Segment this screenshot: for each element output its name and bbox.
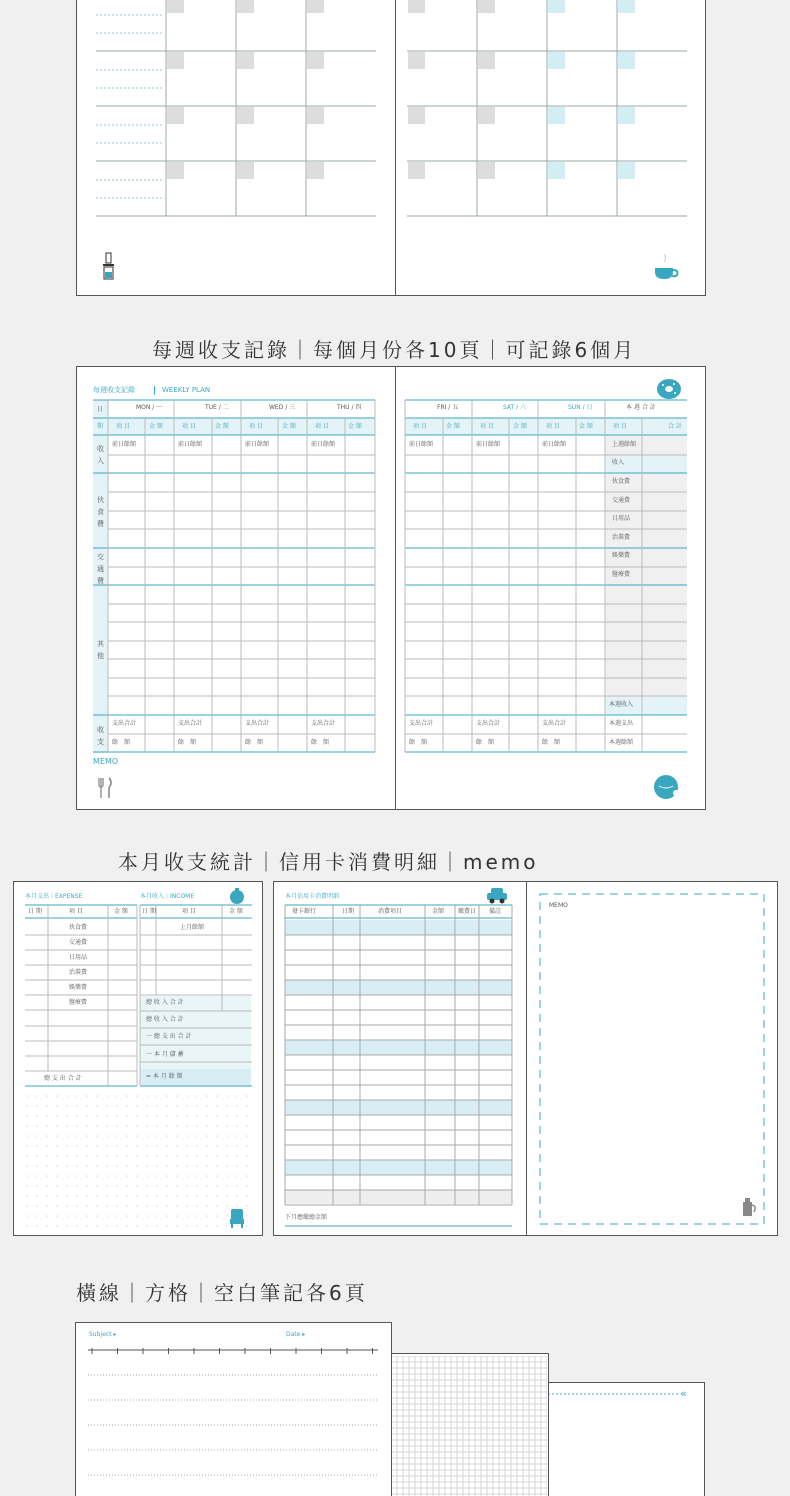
weekly-title: 每週收支記錄 xyxy=(93,386,135,394)
income-item-header: 項 目 xyxy=(182,908,196,915)
balance-label: 餘 額 xyxy=(311,739,330,746)
prev-balance-label: 前日餘額 xyxy=(245,441,270,448)
date-col-label: 日 xyxy=(97,406,104,413)
day-header: THU / 四 xyxy=(337,404,362,411)
spend-total-label: 支出合計 xyxy=(245,720,270,727)
expense-item-header: 項 目 xyxy=(69,908,83,915)
lined-rules xyxy=(88,1346,380,1496)
summary-item: 治裝費 xyxy=(612,534,631,541)
table-row-band xyxy=(285,1040,512,1055)
subject-label: Subject ▸ xyxy=(89,1331,117,1338)
item-col-label: 項 目 xyxy=(480,423,494,430)
income-first-item: 上月餘額 xyxy=(180,924,205,931)
spend-total-label: 支出合計 xyxy=(476,720,501,727)
spend-total-label: 支出合計 xyxy=(178,720,203,727)
chevron-left-icon: « xyxy=(680,1387,687,1400)
row-group-label: 收支 xyxy=(97,726,104,746)
table-row-band xyxy=(285,1190,512,1204)
amount-col-label: 金 額 xyxy=(348,423,362,430)
spend-total-label: 支出合計 xyxy=(409,720,434,727)
amount-col-label: 金 額 xyxy=(513,423,527,430)
date-col-label: 期 xyxy=(97,423,104,430)
balance-label: 餘 額 xyxy=(542,739,561,746)
spend-total-label: 支出合計 xyxy=(112,720,137,727)
amount-col-label: 金 額 xyxy=(446,423,460,430)
expense-date-header: 日 期 xyxy=(28,908,42,915)
prev-balance-label: 前日餘額 xyxy=(409,441,434,448)
balance-label: 餘 額 xyxy=(178,739,197,746)
item-col-label: 項 目 xyxy=(249,423,263,430)
day-header: SUN / 日 xyxy=(568,404,593,411)
expense-item: 醫療費 xyxy=(69,999,88,1006)
day-header: WED / 三 xyxy=(269,404,296,411)
credit-header: 消費項目 xyxy=(378,908,403,915)
credit-footer: 下月應繳總金額 xyxy=(285,1214,328,1221)
item-col-label: 項 目 xyxy=(116,423,130,430)
item-col-label: 項 目 xyxy=(182,423,196,430)
weekly-section-heading: 每週收支記錄｜每個月份各10頁｜可記錄6個月 xyxy=(152,338,637,362)
expense-item: 日用品 xyxy=(69,954,88,961)
memo-label: MEMO xyxy=(549,902,568,909)
prev-balance-label: 前日餘額 xyxy=(178,441,203,448)
day-header: FRI / 五 xyxy=(437,404,459,411)
spend-total-label: 支出合計 xyxy=(542,720,567,727)
income-summary-row: 總 收 入 合 計 xyxy=(146,999,184,1006)
credit-header: 日期 xyxy=(342,908,355,915)
summary-item: 交通費 xyxy=(612,497,631,504)
item-col-label: 項 目 xyxy=(546,423,560,430)
row-group-label: 交通費 xyxy=(97,553,104,585)
income-date-header: 日 期 xyxy=(142,908,156,915)
table-row-band xyxy=(285,920,512,935)
expense-item: 伙食費 xyxy=(69,924,88,931)
prev-balance-label: 前日餘額 xyxy=(476,441,501,448)
amount-col-label: 金 額 xyxy=(282,423,296,430)
prev-balance-label: 前日餘額 xyxy=(112,441,137,448)
summary-item: 伙食費 xyxy=(612,478,631,485)
balance-label: 餘 額 xyxy=(245,739,264,746)
summary-bottom: 本週支出 xyxy=(609,720,634,727)
amount-col-label: 金 額 xyxy=(579,423,593,430)
memo-dashed-frame xyxy=(538,892,766,1226)
item-col-label: 項 目 xyxy=(315,423,329,430)
credit-header: 繳費日 xyxy=(458,908,477,915)
row-group-label: 收入 xyxy=(97,445,104,465)
weekly-subtitle: WEEKLY PLAN xyxy=(162,386,211,394)
kettle-icon xyxy=(739,1196,757,1218)
amount-col-label: 金 額 xyxy=(215,423,229,430)
date-label: Date ▸ xyxy=(286,1331,306,1338)
sum-col-label: 合 計 xyxy=(668,423,682,430)
table-row-band xyxy=(285,1100,512,1115)
balance-label: 餘 額 xyxy=(476,739,495,746)
credit-title: 本月信用卡消費明細 xyxy=(285,893,340,900)
expense-item: 交通費 xyxy=(69,939,88,946)
credit-header: 備註 xyxy=(489,908,502,915)
summary-bottom: 本週收入 xyxy=(609,701,634,708)
expense-total-label: 總 支 出 合 計 xyxy=(44,1075,82,1082)
summary-item: 娛樂費 xyxy=(612,552,631,559)
table-row-band xyxy=(285,980,512,995)
balance-label: 餘 額 xyxy=(112,739,131,746)
amount-col-label: 金 額 xyxy=(149,423,163,430)
balance-label: 餘 額 xyxy=(409,739,428,746)
income-summary-row: 總 收 入 合 計 xyxy=(146,1016,184,1023)
row-group-label: 其他 xyxy=(97,640,104,660)
row-group-label: 伙食費 xyxy=(97,496,104,528)
credit-header: 金額 xyxy=(432,908,445,915)
income-summary-row: 一 本 月 儲 蓄 xyxy=(146,1051,184,1058)
item-col-label: 項 目 xyxy=(613,423,627,430)
day-header: TUE / 二 xyxy=(205,404,229,411)
table-row-band xyxy=(285,1160,512,1175)
item-col-label: 項 目 xyxy=(413,423,427,430)
credit-header: 發卡銀行 xyxy=(292,908,317,915)
notes-section-heading: 橫線｜方格｜空白筆記各6頁 xyxy=(76,1281,368,1305)
income-title: 本月收入｜INCOME xyxy=(140,893,195,900)
blank-note-line xyxy=(548,1388,693,1400)
expense-item: 娛樂費 xyxy=(69,984,88,991)
income-amount-header: 金 額 xyxy=(229,908,243,915)
income-summary-row: 一 總 支 出 合 計 xyxy=(146,1033,192,1040)
monthly-section-heading: 本月收支統計｜信用卡消費明細｜memo xyxy=(118,850,539,874)
expense-item: 治裝費 xyxy=(69,969,88,976)
summary-item: 日用品 xyxy=(612,515,631,522)
spend-total-label: 支出合計 xyxy=(311,720,336,727)
income-summary-row: = 本 月 餘 額 xyxy=(146,1073,183,1080)
day-header: MON / 一 xyxy=(136,404,163,411)
weekly-total-header: 本 週 合 計 xyxy=(626,404,656,411)
summary-bottom: 本週餘額 xyxy=(609,739,634,746)
day-header: SAT / 六 xyxy=(503,404,527,411)
prev-balance-label: 前日餘額 xyxy=(542,441,567,448)
expense-title: 本月支出｜EXPENSE xyxy=(25,893,83,900)
memo-label: MEMO xyxy=(93,757,119,766)
summary-item: 收入 xyxy=(612,459,625,466)
expense-amount-header: 金 額 xyxy=(114,908,128,915)
summary-item: 醫療費 xyxy=(612,571,631,578)
prev-balance-label: 前日餘額 xyxy=(311,441,336,448)
summary-item: 上週餘額 xyxy=(612,441,637,448)
square-grid xyxy=(391,1356,547,1496)
